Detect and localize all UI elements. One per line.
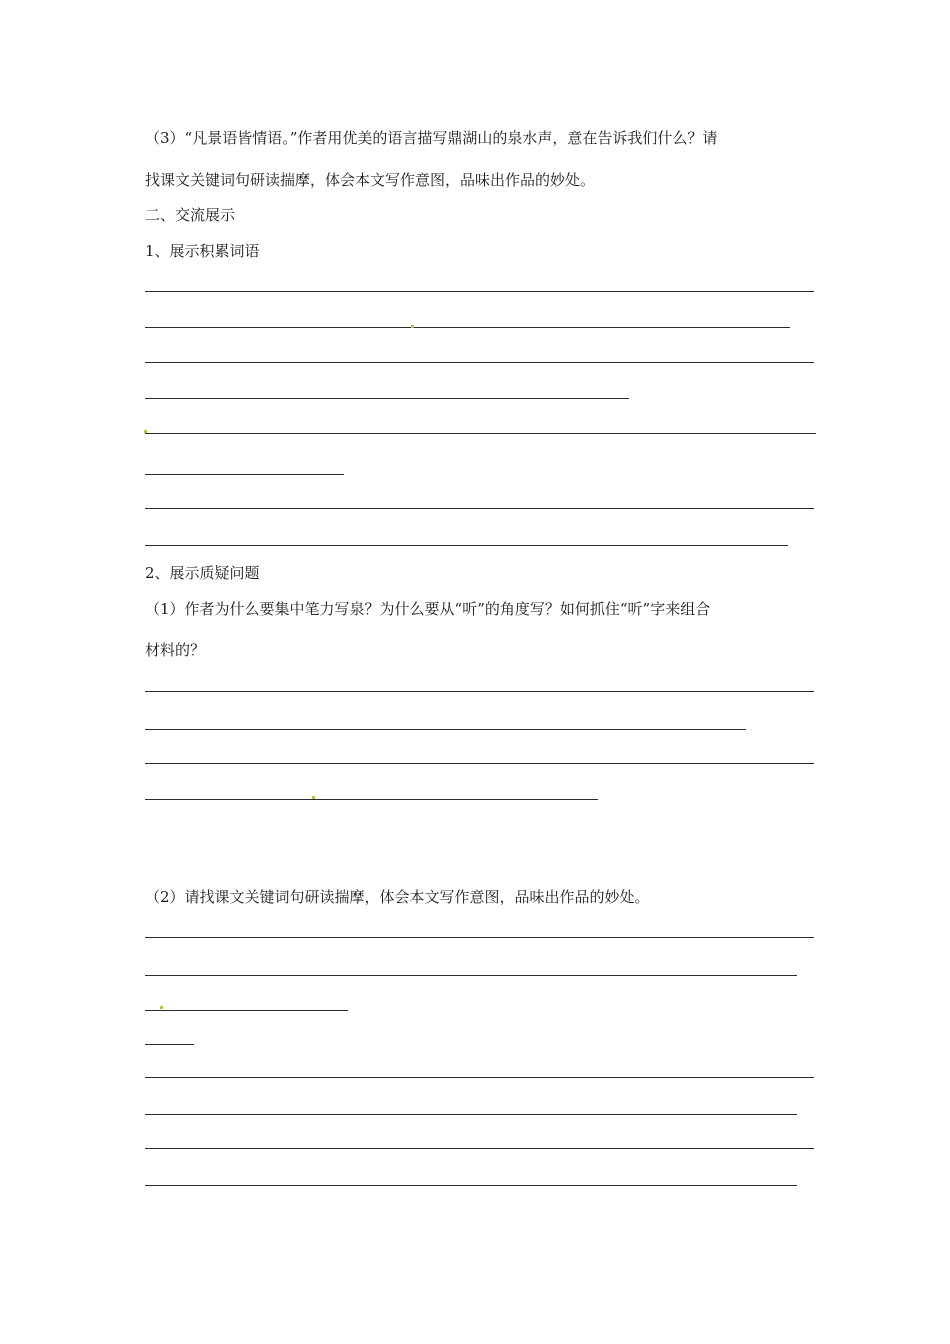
question-2: （2）请找课文关键词句研读揣摩，体会本文写作意图，品味出作品的妙处。 [145,888,650,906]
answer-line[interactable] [145,362,814,363]
ink-speck [160,1006,163,1009]
answer-line[interactable] [145,1010,348,1011]
answer-line[interactable] [145,508,814,509]
question-3-line-2: 找课文关键词句研读揣摩，体会本文写作意图，品味出作品的妙处。 [145,171,596,189]
answer-line[interactable] [145,1114,797,1115]
ink-speck [144,430,147,433]
question-1-line-2: 材料的？ [145,641,206,659]
subsection-vocabulary: 1、展示积累词语 [145,242,260,260]
answer-line[interactable] [145,433,816,434]
answer-line[interactable] [145,1185,797,1186]
answer-line[interactable] [145,763,814,764]
question-3-line-1: （3）“凡景语皆情语。”作者用优美的语言描写鼎湖山的泉水声，意在告诉我们什么？请 [145,129,718,147]
answer-line[interactable] [145,1148,814,1149]
ink-speck [312,796,315,799]
answer-line[interactable] [145,291,814,292]
answer-line[interactable] [145,545,788,546]
answer-line[interactable] [145,474,344,475]
answer-line[interactable] [145,937,814,938]
section-heading: 二、交流展示 [145,206,236,224]
answer-line[interactable] [145,691,814,692]
question-1-line-1: （1）作者为什么要集中笔力写泉？为什么要从“听”的角度写？如何抓住“听”字来组合 [145,600,711,618]
answer-line[interactable] [145,327,790,328]
ink-speck [411,325,414,328]
answer-line[interactable] [145,799,598,800]
answer-line[interactable] [145,1044,194,1045]
answer-line[interactable] [145,1077,814,1078]
answer-line[interactable] [145,398,629,399]
answer-line[interactable] [145,975,797,976]
subsection-questions: 2、展示质疑问题 [145,564,260,582]
answer-line[interactable] [145,729,746,730]
